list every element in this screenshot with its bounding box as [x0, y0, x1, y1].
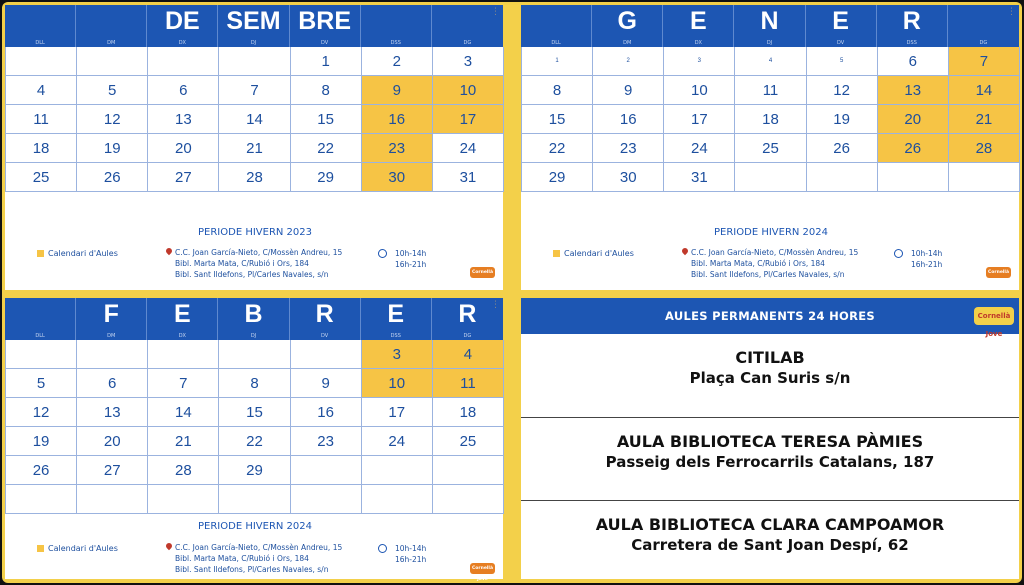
day-cell	[219, 47, 290, 76]
day-cell	[878, 163, 949, 192]
day-cell	[77, 485, 148, 514]
day-cell: 22	[291, 134, 362, 163]
weekday-label: DV	[837, 40, 845, 46]
day-cell: 24	[664, 134, 735, 163]
day-cell: 19	[6, 427, 77, 456]
address-line: Bibl. Marta Mata, C/Rubió i Ors, 184	[691, 259, 825, 268]
address-line: C.C. Joan García-Nieto, C/Mossèn Andreu, 15	[175, 543, 343, 552]
day-cell	[291, 485, 362, 514]
period-title: PERIODE HIVERN 2024	[198, 521, 312, 532]
weekday-label: DLL	[551, 40, 561, 46]
month-heading-letter: DE	[164, 7, 200, 35]
day-cell	[77, 47, 148, 76]
day-cell: 27	[77, 456, 148, 485]
day-cell: 21	[219, 134, 290, 163]
hours-line: 16h-21h	[911, 260, 943, 269]
day-cell: 14	[148, 398, 219, 427]
day-cell: 14	[219, 105, 290, 134]
weekday-label: DX	[178, 40, 186, 46]
day-cell	[148, 340, 219, 369]
month-heading-letter: E	[387, 300, 405, 328]
weekday-label: DG	[979, 40, 988, 46]
day-cell: 9	[291, 369, 362, 398]
calendar-header	[5, 298, 503, 340]
more-options-icon[interactable]: ⋮	[491, 300, 500, 310]
day-cell: 12	[77, 105, 148, 134]
weekday-label: DJ	[250, 40, 257, 46]
page-frame	[2, 2, 1022, 583]
weekday-header-cell	[147, 298, 218, 340]
aules-permanents-panel	[521, 298, 1019, 579]
period-title: PERIODE HIVERN 2024	[714, 227, 828, 238]
day-cell-highlighted: 21	[949, 105, 1020, 134]
day-cell: 20	[148, 134, 219, 163]
day-cell: 8	[522, 76, 593, 105]
aula-address: Plaça Can Suris s/n	[689, 369, 851, 387]
day-cell: 22	[219, 427, 290, 456]
day-cell: 11	[735, 76, 806, 105]
weekday-header-cell	[521, 5, 592, 47]
weekday-header-cell	[361, 5, 432, 47]
day-cell: 21	[148, 427, 219, 456]
location-pin-icon	[681, 247, 689, 255]
weekday-label: DM	[623, 40, 632, 46]
day-cell	[6, 47, 77, 76]
day-cell: 15	[291, 105, 362, 134]
weekday-header-cell	[734, 5, 805, 47]
day-cell: 15	[219, 398, 290, 427]
day-cell: 24	[433, 134, 504, 163]
address-block	[691, 247, 858, 280]
day-cell: 6	[77, 369, 148, 398]
day-cell: 11	[6, 105, 77, 134]
legend-swatch-icon	[37, 545, 44, 552]
day-cell: 15	[522, 105, 593, 134]
day-cell-highlighted: 28	[949, 134, 1020, 163]
day-cell: 2	[362, 47, 433, 76]
day-cell: 18	[6, 134, 77, 163]
day-cell: 12	[6, 398, 77, 427]
day-cell-highlighted: 30	[362, 163, 433, 192]
more-options-icon[interactable]: ⋮	[491, 7, 500, 17]
day-cell: 7	[148, 369, 219, 398]
legend	[553, 249, 634, 258]
day-cell: 29	[219, 456, 290, 485]
day-cell	[807, 163, 878, 192]
day-cell	[362, 456, 433, 485]
legend-swatch-icon	[553, 250, 560, 257]
day-cell: 25	[6, 163, 77, 192]
day-cell	[148, 47, 219, 76]
aula-address: Carretera de Sant Joan Despí, 62	[631, 536, 909, 554]
calendar-grid	[5, 47, 504, 192]
weekday-label: DX	[694, 40, 702, 46]
month-heading-letter: N	[760, 7, 779, 35]
day-cell	[362, 485, 433, 514]
address-line: Bibl. Sant Ildefons, Pl/Carles Navales, s/n	[691, 270, 845, 279]
month-heading-letter: R	[902, 7, 921, 35]
location-pin-icon	[165, 247, 173, 255]
aula-item	[521, 417, 1019, 499]
month-heading-letter: R	[315, 300, 334, 328]
day-cell: 31	[664, 163, 735, 192]
day-cell: 22	[522, 134, 593, 163]
day-cell: 3	[664, 47, 735, 76]
aula-address: Passeig dels Ferrocarrils Catalans, 187	[605, 453, 935, 471]
day-cell: 9	[593, 76, 664, 105]
legend-label: Calendari d'Aules	[564, 249, 634, 258]
calendar-grid	[5, 340, 504, 514]
weekday-label: DJ	[250, 333, 257, 339]
day-cell: 7	[219, 76, 290, 105]
day-cell: 29	[522, 163, 593, 192]
day-cell: 26	[807, 134, 878, 163]
weekday-header-cell	[663, 5, 734, 47]
weekday-label: DG	[463, 40, 472, 46]
day-cell-highlighted: 23	[362, 134, 433, 163]
weekday-header-cell	[877, 5, 948, 47]
legend	[37, 249, 118, 258]
weekday-label: DSS	[906, 40, 917, 46]
day-cell	[6, 340, 77, 369]
address-line: C.C. Joan García-Nieto, C/Mossèn Andreu, 15	[691, 248, 859, 257]
day-cell: 23	[291, 427, 362, 456]
day-cell-highlighted: 4	[433, 340, 504, 369]
day-cell-highlighted: 3	[362, 340, 433, 369]
day-cell: 17	[664, 105, 735, 134]
weekday-header-cell	[290, 298, 361, 340]
weekday-label: DSS	[390, 40, 401, 46]
hours-line: 16h-21h	[395, 555, 427, 564]
weekday-label: DLL	[35, 40, 45, 46]
day-cell-highlighted: 10	[362, 369, 433, 398]
weekday-header-cell	[218, 5, 289, 47]
legend	[37, 544, 118, 553]
day-cell	[433, 456, 504, 485]
weekday-label: DM	[107, 333, 116, 339]
day-cell: 5	[77, 76, 148, 105]
address-block	[175, 542, 342, 575]
address-line: Bibl. Marta Mata, C/Rubió i Ors, 184	[175, 554, 309, 563]
weekday-label: DSS	[390, 333, 401, 339]
calendar-february	[5, 298, 503, 582]
weekday-header-cell	[5, 298, 76, 340]
day-cell: 18	[433, 398, 504, 427]
weekday-label: DX	[178, 333, 186, 339]
weekday-label: DM	[107, 40, 116, 46]
calendar-header	[521, 5, 1019, 47]
day-cell-highlighted: 16	[362, 105, 433, 134]
hours-line: 10h-14h	[395, 544, 427, 553]
period-title: PERIODE HIVERN 2023	[198, 227, 312, 238]
day-cell: 5	[807, 47, 878, 76]
day-cell: 6	[148, 76, 219, 105]
day-cell: 10	[664, 76, 735, 105]
month-heading-letter: G	[617, 7, 637, 35]
weekday-header-cell	[76, 298, 147, 340]
cornella-jove-logo: Cornellà Jove	[974, 307, 1014, 325]
weekday-label: DG	[463, 333, 472, 339]
day-cell: 28	[219, 163, 290, 192]
hours-line: 10h-14h	[911, 249, 943, 258]
day-cell: 5	[6, 369, 77, 398]
day-cell: 8	[291, 76, 362, 105]
day-cell	[735, 163, 806, 192]
cornella-jove-logo: Cornellà Jove	[470, 267, 495, 278]
day-cell: 16	[593, 105, 664, 134]
month-heading-letter: R	[458, 300, 477, 328]
aula-item	[521, 500, 1019, 582]
month-heading-letter: BRE	[298, 7, 352, 35]
month-heading-letter: E	[690, 7, 707, 35]
calendar-header	[5, 5, 503, 47]
day-cell	[291, 456, 362, 485]
location-pin-icon	[165, 542, 173, 550]
day-cell: 6	[878, 47, 949, 76]
legend-label: Calendari d'Aules	[48, 249, 118, 258]
day-cell: 16	[291, 398, 362, 427]
day-cell: 30	[593, 163, 664, 192]
day-cell: 19	[77, 134, 148, 163]
weekday-header-cell	[592, 5, 663, 47]
weekday-header-cell	[76, 5, 147, 47]
calendar-december	[5, 5, 503, 290]
cornella-jove-logo: Cornellà Jove	[986, 267, 1011, 278]
day-cell: 19	[807, 105, 878, 134]
day-cell	[219, 340, 290, 369]
day-cell: 31	[433, 163, 504, 192]
clock-icon	[378, 544, 387, 553]
day-cell-highlighted: 10	[433, 76, 504, 105]
day-cell: 1	[291, 47, 362, 76]
day-cell: 1	[522, 47, 593, 76]
aula-name: AULA BIBLIOTECA TERESA PÀMIES	[616, 432, 924, 451]
address-line: C.C. Joan García-Nieto, C/Mossèn Andreu, 15	[175, 248, 343, 257]
day-cell: 27	[148, 163, 219, 192]
weekday-header-cell	[218, 298, 289, 340]
day-cell-highlighted: 7	[949, 47, 1020, 76]
clock-icon	[378, 249, 387, 258]
month-heading-letter: SEM	[226, 7, 281, 35]
day-cell	[219, 485, 290, 514]
day-cell: 4	[735, 47, 806, 76]
day-cell-highlighted: 14	[949, 76, 1020, 105]
aula-name: CITILAB	[735, 348, 805, 367]
day-cell	[77, 340, 148, 369]
day-cell-highlighted: 11	[433, 369, 504, 398]
day-cell: 2	[593, 47, 664, 76]
day-cell: 4	[6, 76, 77, 105]
aules-title: AULES PERMANENTS 24 HORES	[521, 298, 1019, 334]
day-cell: 28	[148, 456, 219, 485]
day-cell-highlighted: 13	[878, 76, 949, 105]
day-cell: 3	[433, 47, 504, 76]
address-block	[175, 247, 342, 280]
weekday-label: DLL	[35, 333, 45, 339]
hours-line: 16h-21h	[395, 260, 427, 269]
legend-swatch-icon	[37, 250, 44, 257]
month-heading-letter: F	[103, 300, 119, 328]
cornella-jove-logo: Cornellà Jove	[470, 563, 495, 574]
aula-item	[521, 334, 1019, 416]
day-cell: 12	[807, 76, 878, 105]
day-cell: 18	[735, 105, 806, 134]
day-cell: 25	[735, 134, 806, 163]
address-line: Bibl. Sant Ildefons, Pl/Carles Navales, s/n	[175, 270, 329, 279]
weekday-header-cell	[806, 5, 877, 47]
aula-name: AULA BIBLIOTECA CLARA CAMPOAMOR	[595, 515, 945, 534]
day-cell-highlighted: 20	[878, 105, 949, 134]
clock-icon	[894, 249, 903, 258]
weekday-label: DV	[321, 333, 329, 339]
month-heading-letter: E	[832, 7, 849, 35]
weekday-header-cell	[290, 5, 361, 47]
day-cell: 8	[219, 369, 290, 398]
weekday-header-cell	[147, 5, 218, 47]
day-cell: 17	[362, 398, 433, 427]
address-line: Bibl. Marta Mata, C/Rubió i Ors, 184	[175, 259, 309, 268]
day-cell-highlighted: 17	[433, 105, 504, 134]
day-cell-highlighted: 9	[362, 76, 433, 105]
calendar-january	[521, 5, 1019, 290]
month-heading-letter: E	[174, 300, 191, 328]
calendar-grid	[521, 47, 1020, 192]
more-options-icon[interactable]: ⋮	[1007, 7, 1016, 17]
day-cell	[6, 485, 77, 514]
month-heading-letter: B	[244, 300, 263, 328]
weekday-header-cell	[361, 298, 432, 340]
day-cell: 13	[148, 105, 219, 134]
weekday-label: DJ	[766, 40, 773, 46]
day-cell	[433, 485, 504, 514]
weekday-header-cell	[5, 5, 76, 47]
weekday-label: DV	[321, 40, 329, 46]
day-cell: 23	[593, 134, 664, 163]
day-cell: 29	[291, 163, 362, 192]
day-cell: 26	[77, 163, 148, 192]
day-cell	[291, 340, 362, 369]
day-cell-highlighted: 26	[878, 134, 949, 163]
day-cell: 24	[362, 427, 433, 456]
day-cell: 25	[433, 427, 504, 456]
address-line: Bibl. Sant Ildefons, Pl/Carles Navales, s/n	[175, 565, 329, 574]
day-cell: 13	[77, 398, 148, 427]
day-cell: 20	[77, 427, 148, 456]
day-cell	[148, 485, 219, 514]
day-cell	[949, 163, 1020, 192]
hours-line: 10h-14h	[395, 249, 427, 258]
day-cell: 26	[6, 456, 77, 485]
legend-label: Calendari d'Aules	[48, 544, 118, 553]
